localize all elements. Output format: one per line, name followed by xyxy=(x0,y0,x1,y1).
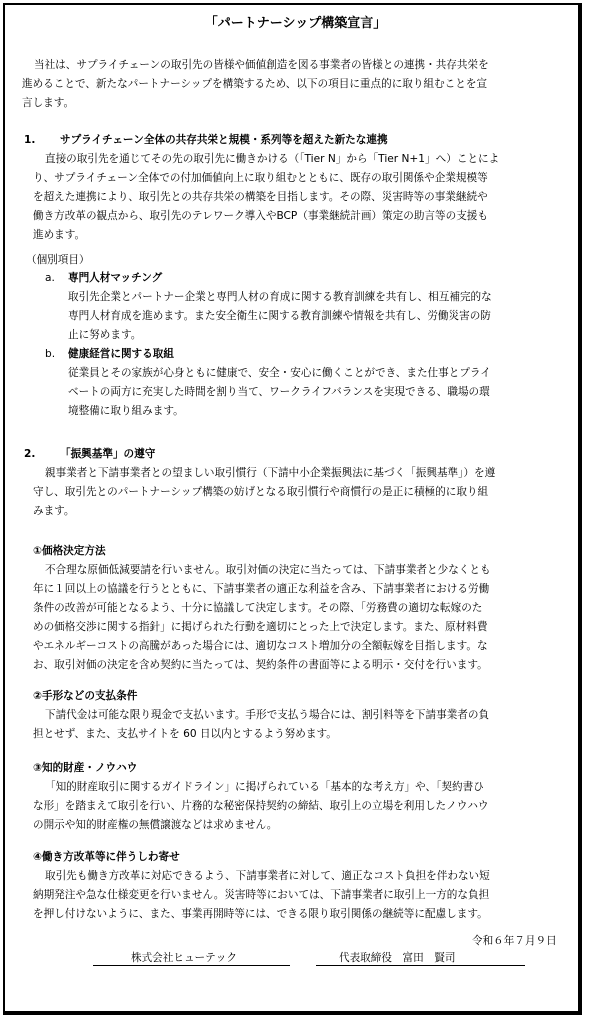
item-a-line: 取引先企業とパートナー企業と専門人材の育成に関する教育訓練を共有し、相互補完的な xyxy=(68,291,492,303)
intro-line: 当社は、サプライチェーンの取引先の皆様や価値創造を図る事業者の皆様との連携・共存共栄を xyxy=(34,59,489,71)
item-1-line: めの価格交渉に関する指針」に掲げられた行動を適切にとった上で決定します。また、原材料費 xyxy=(33,621,488,633)
section-1-number: 1. xyxy=(24,134,36,146)
item-1-line: 条件の改善が可能となるよう、十分に協議して決定します。その際、「労務費の適切な転嫁のた xyxy=(33,602,483,614)
section-2-number: 2. xyxy=(24,448,36,460)
section-1-body-line: 直接の取引先を通じてその先の取引先に働きかける（「Tier N」から「Tier N+1」へ）ことによ xyxy=(45,153,500,165)
section-1-body-line: 働き方改革の観点から、取引先のテレワーク導入やBCP（事業継続計画）策定の助言等の支援も xyxy=(33,210,488,222)
item-4-line: 納期発注や急な仕様変更を行いません。災害時等においては、下請事業者に取引上一方的な負担 xyxy=(33,889,490,901)
item-a-mark: a. xyxy=(45,272,55,284)
section-1-heading: サプライチェーン全体の共存共栄と規模・系列等を超えた新たな連携 xyxy=(60,134,388,146)
item-b-heading: 健康経営に関する取組 xyxy=(68,348,174,360)
item-1-line: 年に１回以上の協議を行うとともに、下請事業者の適正な利益を含み、下請事業者における労働 xyxy=(33,583,490,595)
section-1-body-line: り、サプライチェーン全体での付加価値向上に取り組むとともに、既存の取引関係や企業規模等 xyxy=(33,172,488,184)
item-4-line: を押し付けないように、また、事業再開時等には、できる限り取引関係の継続等に配慮します。 xyxy=(33,908,488,920)
item-1-line: やエネルギーコストの高騰があった場合には、適切なコスト増加分の全額転嫁を目指します。な xyxy=(33,640,488,652)
item-2-heading: ②手形などの支払条件 xyxy=(33,690,138,702)
item-a-line: 専門人材育成を進めます。また安全衛生に関する教育訓練や情報を共有し、労働災害の防 xyxy=(68,310,491,322)
company-name: 株式会社ヒューテック xyxy=(131,952,237,964)
section-1-body-line: 進めます。 xyxy=(33,229,86,241)
item-3-line: 「知的財産取引に関するガイドライン」に掲げられている「基本的な考え方」や、「契約書ひ xyxy=(45,781,484,793)
section-2-body-line: 守し、取引先とのパートナーシップ構築の妨げとなる取引慣行や商慣行の是正に積極的に取り組 xyxy=(33,486,489,498)
item-b-mark: b. xyxy=(45,348,56,360)
company-signature-line xyxy=(93,965,290,966)
item-1-line: お、取引対価の決定を含め契約に当たっては、契約条件の書面等による明示・交付を行います。 xyxy=(33,659,488,671)
item-a-heading: 専門人材マッチング xyxy=(68,272,163,284)
intro-line: 進めることで、新たなパートナーシップを構築するため、以下の項目に重点的に取り組むことを宣 xyxy=(22,78,488,90)
item-1-heading: ①価格決定方法 xyxy=(33,545,106,557)
item-2-line: 担とせず、また、支払サイトを 60 日以内とするよう努めます。 xyxy=(33,728,337,740)
item-a-line: 止に努めます。 xyxy=(68,329,142,341)
section-2-heading: 「振興基準」の遵守 xyxy=(60,448,156,460)
item-3-line: な形」を踏まえて取引を行い、片務的な秘密保持契約の締結、取引上の立場を利用したノウハウ xyxy=(33,800,489,812)
individual-items-label: （個別項目） xyxy=(26,254,90,266)
item-4-heading: ④働き方改革等に伴うしわ寄せ xyxy=(33,851,180,863)
item-3-heading: ③知的財産・ノウハウ xyxy=(33,762,138,774)
item-3-line: の開示や知的財産権の無償譲渡などは求めません。 xyxy=(33,819,278,831)
item-1-line: 不合理な原価低減要請を行いません。取引対価の決定に当たっては、下請事業者と少なくとも xyxy=(45,564,491,576)
declaration-date: 令和６年７月９日 xyxy=(472,935,557,947)
item-b-line: 従業員とその家族が心身ともに健康で、安全・安心に働くことができ、また仕事とプライ xyxy=(68,367,491,379)
item-2-line: 下請代金は可能な限り現金で支払います。手形で支払う場合には、割引料等を下請事業者の負 xyxy=(45,709,490,721)
representative-name: 代表取締役 富田 賢司 xyxy=(339,952,456,964)
section-2-body-line: 親事業者と下請事業者との望ましい取引慣行（下請中小企業振興法に基づく「振興基準」）を遵 xyxy=(45,467,496,479)
document-title: 「パートナーシップ構築宣言」 xyxy=(204,16,387,31)
section-2-body-line: みます。 xyxy=(33,505,75,517)
item-b-line: ベートの両方に充実した時間を割り当て、ワークライフバランスを実現できる、職場の環 xyxy=(68,386,490,398)
section-1-body-line: を超えた連携により、取引先との共存共栄の構築を目指します。その際、災害時等の事業継続や xyxy=(33,191,488,203)
representative-signature-line xyxy=(316,965,525,966)
intro-line: 言します。 xyxy=(22,97,75,109)
item-b-line: 境整備に取り組みます。 xyxy=(68,405,184,417)
item-4-line: 取引先も働き方改革に対応できるよう、下請事業者に対して、適正なコスト負担を伴わない短 xyxy=(45,870,490,882)
